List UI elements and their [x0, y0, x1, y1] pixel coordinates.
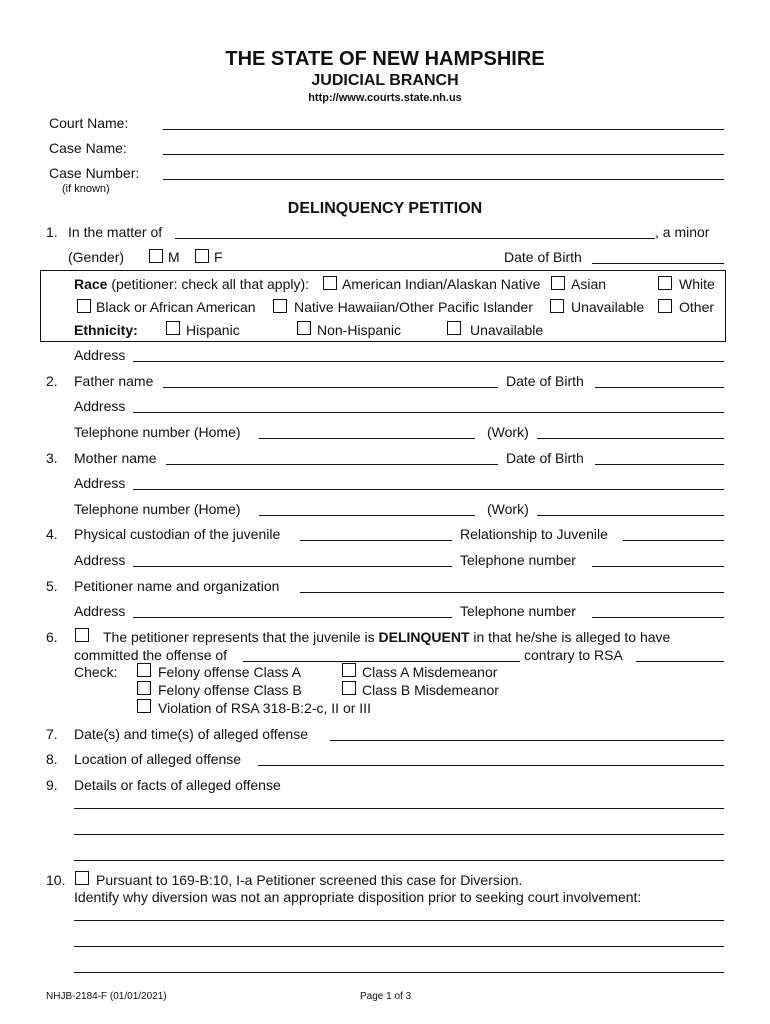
ethnicity-hispanic-label: Hispanic — [186, 322, 240, 338]
misd-b-checkbox[interactable] — [342, 681, 356, 695]
page-number: Page 1 of 3 — [360, 991, 412, 1002]
ethnicity-label: Ethnicity: — [74, 322, 138, 338]
minor-address-field[interactable] — [133, 361, 724, 362]
committed-label: committed the offense of — [74, 647, 228, 663]
race-white-label: White — [679, 276, 715, 292]
race-unavailable-label: Unavailable — [571, 299, 645, 315]
race-hawaiian-checkbox[interactable] — [273, 299, 287, 313]
delinquent-text-pre: The petitioner represents that the juvenile is — [103, 629, 379, 645]
race-instruction: (petitioner: check all that apply): — [107, 276, 310, 292]
race-hawaiian-label: Native Hawaiian/Other Pacific Islander — [294, 299, 533, 315]
relationship-label: Relationship to Juvenile — [460, 526, 608, 542]
offense-datetime-field[interactable] — [330, 740, 724, 741]
diversion-identify-label: Identify why diversion was not an appropriate disposition prior to seeking court involvement: — [74, 889, 642, 905]
father-dob-label: Date of Birth — [506, 373, 584, 389]
mother-name-field[interactable] — [166, 464, 498, 465]
diversion-checkbox[interactable] — [75, 871, 89, 885]
custodian-address-field[interactable] — [133, 566, 452, 567]
father-name-field[interactable] — [163, 387, 498, 388]
misd-b-label: Class B Misdemeanor — [362, 682, 499, 698]
delinquent-text-post: in that he/she is alleged to have — [469, 629, 671, 645]
father-name-label: Father name — [74, 373, 154, 389]
race-black-label: Black or African American — [96, 299, 256, 315]
diversion-label: Pursuant to 169-B:10, I-a Petitioner screened this case for Diversion. — [96, 872, 523, 888]
ethnicity-unavailable-label: Unavailable — [470, 322, 544, 338]
case-name-label: Case Name: — [49, 140, 127, 156]
court-name-field[interactable] — [163, 129, 724, 130]
offense-details-label: Details or facts of alleged offense — [74, 777, 281, 793]
item6-number: 6. — [46, 629, 58, 645]
offense-datetime-label: Date(s) and time(s) of alleged offense — [74, 726, 308, 742]
race-black-checkbox[interactable] — [77, 299, 91, 313]
minor-dob-field[interactable] — [592, 263, 724, 264]
mother-tel-home-label: Telephone number (Home) — [74, 501, 241, 517]
item5-number: 5. — [46, 578, 58, 594]
petitioner-address-label: Address — [74, 603, 126, 619]
felony-b-checkbox[interactable] — [137, 681, 151, 695]
race-american-indian-checkbox[interactable] — [323, 276, 337, 290]
if-known-note: (if known) — [62, 183, 110, 195]
race-label-line — [74, 276, 309, 292]
petitioner-telephone-label: Telephone number — [460, 603, 576, 619]
gender-f-checkbox[interactable] — [195, 249, 209, 263]
race-unavailable-checkbox[interactable] — [550, 299, 564, 313]
delinquent-word: DELINQUENT — [378, 629, 470, 645]
branch-title: JUDICIAL BRANCH — [311, 72, 459, 89]
check-label: Check: — [74, 664, 118, 680]
felony-b-label: Felony offense Class B — [158, 682, 302, 698]
violation-label: Violation of RSA 318-B:2-c, II or III — [158, 700, 371, 716]
a-minor-label: , a minor — [655, 224, 710, 240]
father-tel-home-field[interactable] — [259, 438, 475, 439]
mother-address-field[interactable] — [133, 489, 724, 490]
gender-f-label: F — [214, 249, 223, 265]
ethnicity-hispanic-checkbox[interactable] — [166, 321, 180, 335]
offense-details-line-1[interactable] — [74, 808, 724, 809]
felony-a-label: Felony offense Class A — [158, 664, 301, 680]
race-label: Race — [74, 276, 108, 292]
minor-name-field[interactable] — [175, 238, 655, 239]
race-white-checkbox[interactable] — [658, 276, 672, 290]
mother-work-label: (Work) — [487, 501, 529, 517]
item7-number: 7. — [46, 726, 58, 742]
father-dob-field[interactable] — [595, 387, 724, 388]
offense-details-line-3[interactable] — [74, 860, 724, 861]
father-address-field[interactable] — [133, 412, 724, 413]
custodian-field[interactable] — [300, 540, 452, 541]
gender-m-label: M — [168, 249, 180, 265]
offense-location-field[interactable] — [258, 765, 724, 766]
gender-m-checkbox[interactable] — [149, 249, 163, 263]
misd-a-checkbox[interactable] — [342, 663, 356, 677]
page-title: DELINQUENCY PETITION — [287, 200, 483, 217]
case-name-field[interactable] — [163, 154, 724, 155]
father-work-field[interactable] — [537, 438, 724, 439]
petitioner-label: Petitioner name and organization — [74, 578, 280, 594]
petitioner-address-field[interactable] — [133, 617, 452, 618]
diversion-reason-line-3[interactable] — [74, 972, 724, 973]
race-other-checkbox[interactable] — [658, 299, 672, 313]
item8-number: 8. — [46, 751, 58, 767]
ethnicity-unavailable-checkbox[interactable] — [447, 321, 461, 335]
misd-a-label: Class A Misdemeanor — [362, 664, 498, 680]
court-url[interactable]: http://www.courts.state.nh.us — [308, 92, 462, 104]
item10-number: 10. — [46, 872, 66, 888]
item9-number: 9. — [46, 777, 58, 793]
state-title: THE STATE OF NEW HAMPSHIRE — [225, 48, 545, 70]
item1-number: 1. — [46, 224, 58, 240]
petitioner-telephone-field[interactable] — [592, 617, 724, 618]
race-american-indian-label: American Indian/Alaskan Native — [342, 276, 541, 292]
diversion-reason-line-2[interactable] — [74, 946, 724, 947]
mother-name-label: Mother name — [74, 450, 157, 466]
race-asian-checkbox[interactable] — [551, 276, 565, 290]
race-asian-label: Asian — [571, 276, 607, 292]
custodian-telephone-label: Telephone number — [460, 552, 576, 568]
violation-checkbox[interactable] — [137, 699, 151, 713]
custodian-telephone-field[interactable] — [592, 566, 724, 567]
ethnicity-non-hispanic-label: Non-Hispanic — [317, 322, 402, 338]
ethnicity-non-hispanic-checkbox[interactable] — [297, 321, 311, 335]
offense-details-line-2[interactable] — [74, 834, 724, 835]
offense-location-label: Location of alleged offense — [74, 751, 242, 767]
minor-address-label: Address — [74, 347, 126, 363]
father-address-label: Address — [74, 398, 126, 414]
mother-dob-field[interactable] — [595, 464, 724, 465]
case-number-label: Case Number: — [49, 165, 140, 181]
delinquent-checkbox[interactable] — [75, 628, 89, 642]
mother-tel-home-field[interactable] — [259, 515, 475, 516]
father-tel-home-label: Telephone number (Home) — [74, 424, 241, 440]
item4-number: 4. — [46, 526, 58, 542]
father-work-label: (Work) — [487, 424, 529, 440]
race-other-label: Other — [679, 299, 715, 315]
court-name-label: Court Name: — [49, 115, 129, 131]
case-number-field[interactable] — [163, 179, 724, 180]
relationship-field[interactable] — [623, 540, 724, 541]
petitioner-field[interactable] — [300, 592, 724, 593]
minor-dob-label: Date of Birth — [504, 249, 582, 265]
gender-label: (Gender) — [68, 249, 125, 265]
offense-field[interactable] — [243, 661, 520, 662]
matter-of-label: In the matter of — [68, 224, 163, 240]
mother-dob-label: Date of Birth — [506, 450, 584, 466]
mother-address-label: Address — [74, 475, 126, 491]
mother-work-field[interactable] — [537, 515, 724, 516]
item3-number: 3. — [46, 450, 58, 466]
felony-a-checkbox[interactable] — [137, 663, 151, 677]
diversion-reason-line-1[interactable] — [74, 920, 724, 921]
contrary-rsa-label: contrary to RSA — [524, 647, 623, 663]
custodian-label: Physical custodian of the juvenile — [74, 526, 281, 542]
custodian-address-label: Address — [74, 552, 126, 568]
rsa-field[interactable] — [636, 661, 724, 662]
item2-number: 2. — [46, 373, 58, 389]
delinquent-statement — [103, 629, 670, 645]
form-number: NHJB-2184-F (01/01/2021) — [46, 991, 167, 1002]
